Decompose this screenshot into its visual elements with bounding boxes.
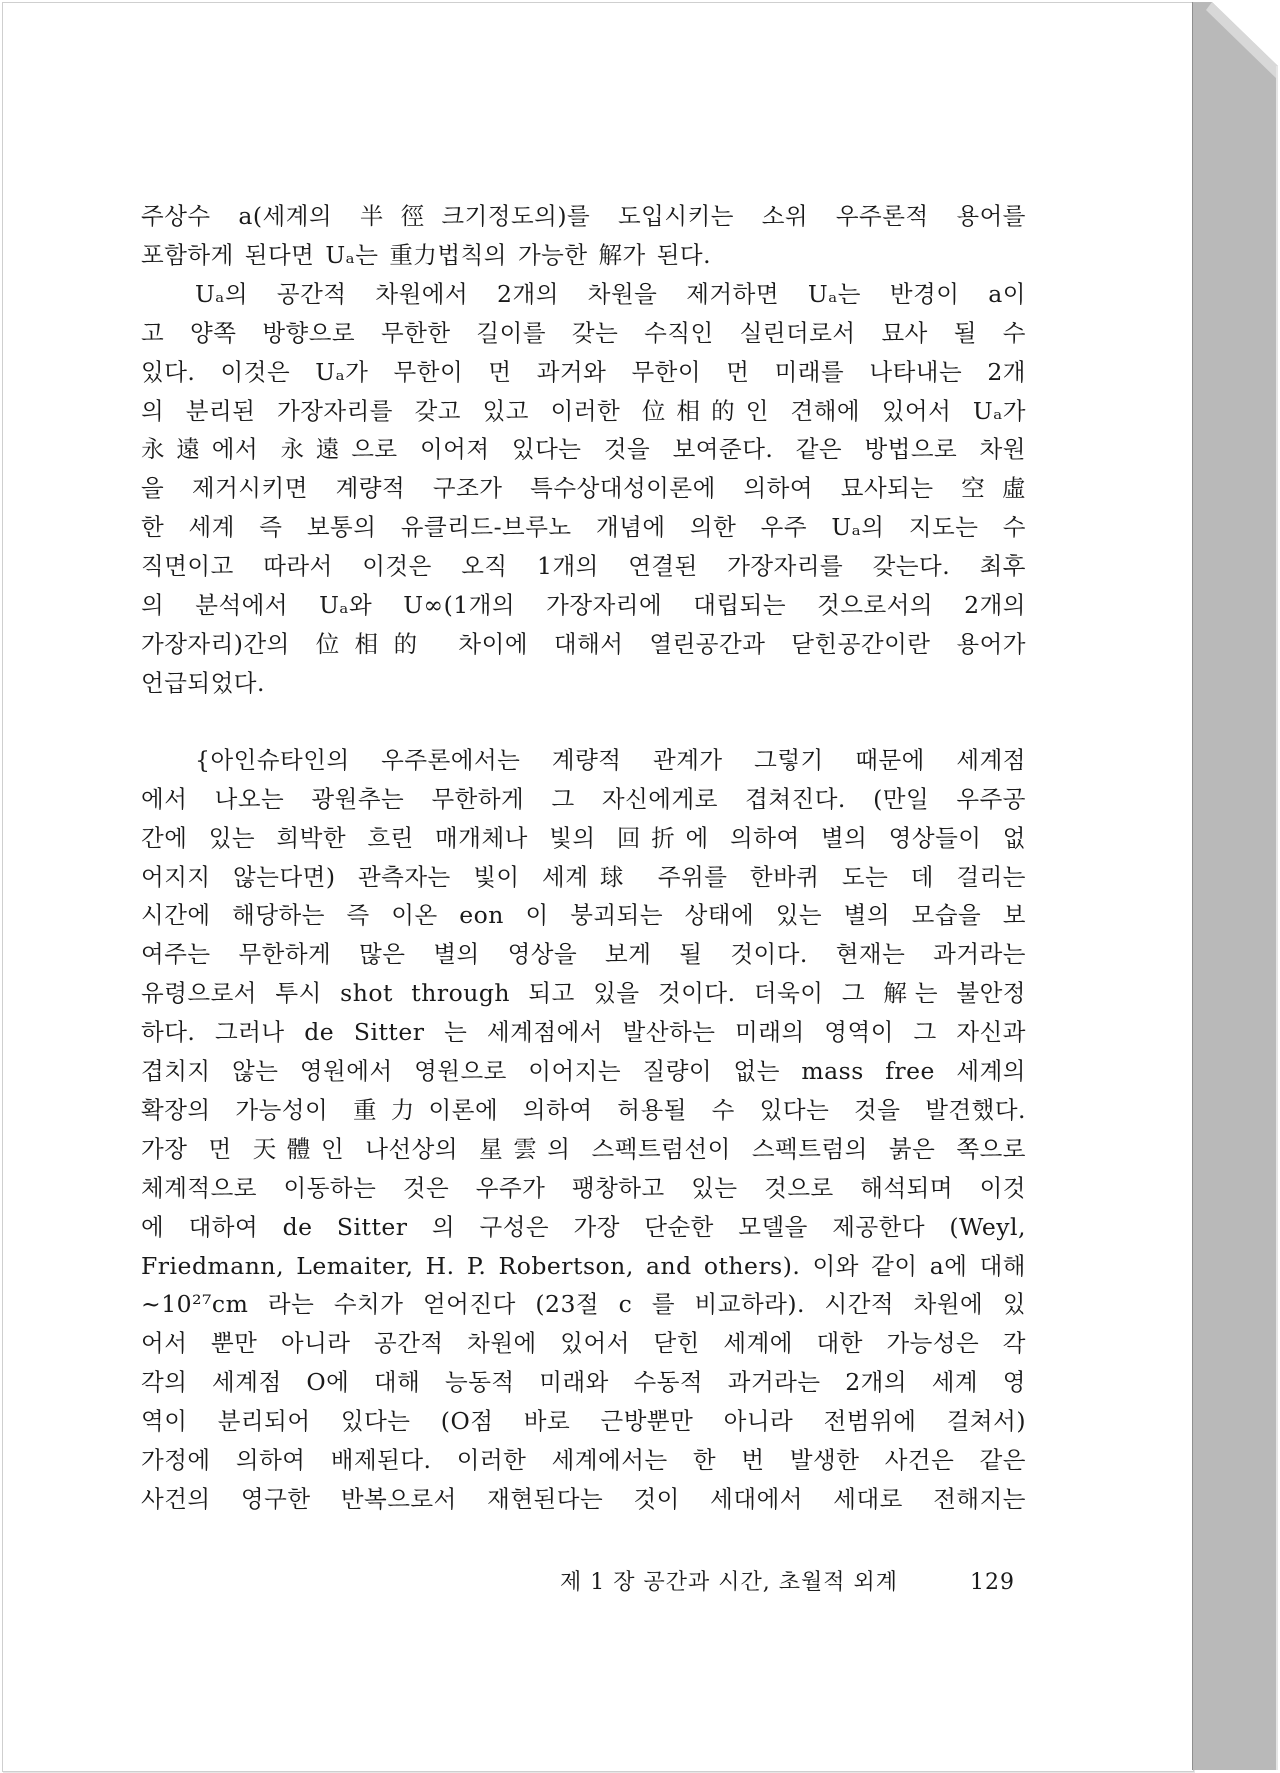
- text-line: 확장의 가능성이 重力이론에 의하여 허용될 수 있다는 것을 발견했다.: [141, 1095, 1026, 1124]
- text-line: 가장자리)간의 位相的 차이에 대해서 열린공간과 닫힌공간이란 용어가: [141, 629, 1026, 658]
- page-body: [141, 197, 1026, 1519]
- paragraph-2: [141, 275, 1026, 703]
- text-line: 永遠에서 永遠으로 이어져 있다는 것을 보여준다. 같은 방법으로 차원: [141, 435, 1026, 464]
- text-line: 포함하게 된다면 Uₐ는 重力법칙의 가능한 解가 된다.: [141, 240, 712, 269]
- page-edge-graphic: [1192, 2, 1278, 1770]
- text-line: 간에 있는 희박한 흐린 매개체나 빛의 回折에 의하여 별의 영상들이 없: [141, 823, 1026, 852]
- text-line: 하다. 그러나 de Sitter 는 세계점에서 발산하는 미래의 영역이 그 자신과: [141, 1018, 1026, 1047]
- text-line: 언급되었다.: [141, 668, 265, 697]
- running-head: 제 1 장 공간과 시간, 초월적 외계: [560, 1570, 898, 1595]
- page-footer: [560, 1565, 1015, 1596]
- text-line: Uₐ의 공간적 차원에서 2개의 차원을 제거하면 Uₐ는 반경이 a이: [195, 279, 1026, 308]
- text-line: Friedmann, Lemaiter, H. P. Robertson, and others). 이와 같이 a에 대해: [141, 1251, 1026, 1280]
- text-line: 여주는 무한하게 많은 별의 영상을 보게 될 것이다. 현재는 과거라는: [141, 940, 1026, 969]
- text-line: 어서 뿐만 아니라 공간적 차원에 있어서 닫힌 세계에 대한 가능성은 각: [141, 1329, 1026, 1358]
- text-line: 의 분리된 가장자리를 갖고 있고 이러한 位相的인 견해에 있어서 Uₐ가: [141, 396, 1026, 425]
- text-line: {아인슈타인의 우주론에서는 계량적 관계가 그렇기 때문에 세계점: [195, 745, 1026, 774]
- text-line: 에서 나오는 광원추는 무한하게 그 자신에게로 겹쳐진다. (만일 우주공: [141, 784, 1026, 813]
- text-line: 가장 먼 天體인 나선상의 星雲의 스펙트럼선이 스펙트럼의 붉은 쪽으로: [141, 1134, 1026, 1163]
- text-line: 고 양쪽 방향으로 무한한 길이를 갖는 수직인 실린더로서 묘사 될 수: [141, 318, 1026, 347]
- paragraph-1: [141, 197, 1026, 275]
- paragraph-spacer: [141, 703, 1026, 741]
- text-line: 직면이고 따라서 이것은 오직 1개의 연결된 가장자리를 갖는다. 최후: [141, 552, 1026, 581]
- text-line: 시간에 해당하는 즉 이온 eon 이 붕괴되는 상태에 있는 별의 모습을 보: [141, 901, 1026, 930]
- text-line: 역이 분리되어 있다는 (O점 바로 근방뿐만 아니라 전범위에 걸쳐서): [141, 1407, 1026, 1436]
- text-line: 의 분석에서 Uₐ와 U∞(1개의 가장자리에 대립되는 것으로서의 2개의: [141, 591, 1026, 620]
- text-line: 한 세계 즉 보통의 유클리드-브루노 개념에 의한 우주 Uₐ의 지도는 수: [141, 513, 1026, 542]
- text-line: 주상수 a(세계의 半徑크기정도의)를 도입시키는 소위 우주론적 용어를: [141, 202, 1026, 230]
- text-line: 어지지 않는다면) 관측자는 빛이 세계球 주위를 한바퀴 도는 데 걸리는: [141, 862, 1026, 891]
- text-line: 사건의 영구한 반복으로서 재현된다는 것이 세대에서 세대로 전해지는: [141, 1485, 1026, 1513]
- text-line: 유령으로서 투시 shot through 되고 있을 것이다. 더욱이 그 解는 불안정: [141, 979, 1026, 1008]
- page-number: 129: [970, 1570, 1015, 1595]
- text-line: 가정에 의하여 배제된다. 이러한 세계에서는 한 번 발생한 사건은 같은: [141, 1446, 1026, 1475]
- text-line: 있다. 이것은 Uₐ가 무한이 먼 과거와 무한이 먼 미래를 나타내는 2개: [141, 357, 1026, 386]
- page-edge-shadow: [1192, 2, 1278, 1770]
- text-line: 에 대하여 de Sitter 의 구성은 가장 단순한 모델을 제공한다 (Weyl,: [141, 1212, 1026, 1241]
- paragraph-3: [141, 741, 1026, 1519]
- text-line: 을 제거시키면 계량적 구조가 특수상대성이론에 의하여 묘사되는 空虛: [141, 474, 1026, 503]
- text-line: 겹치지 않는 영원에서 영원으로 이어지는 질량이 없는 mass free 세계의: [141, 1057, 1026, 1086]
- text-line: 각의 세계점 O에 대해 능동적 미래와 수동적 과거라는 2개의 세계 영: [141, 1368, 1026, 1397]
- text-line: 체계적으로 이동하는 것은 우주가 팽창하고 있는 것으로 해석되며 이것: [141, 1173, 1026, 1202]
- text-line: ~10²⁷cm 라는 수치가 얻어진다 (23절 c 를 비교하라). 시간적 차원에 있: [141, 1290, 1026, 1319]
